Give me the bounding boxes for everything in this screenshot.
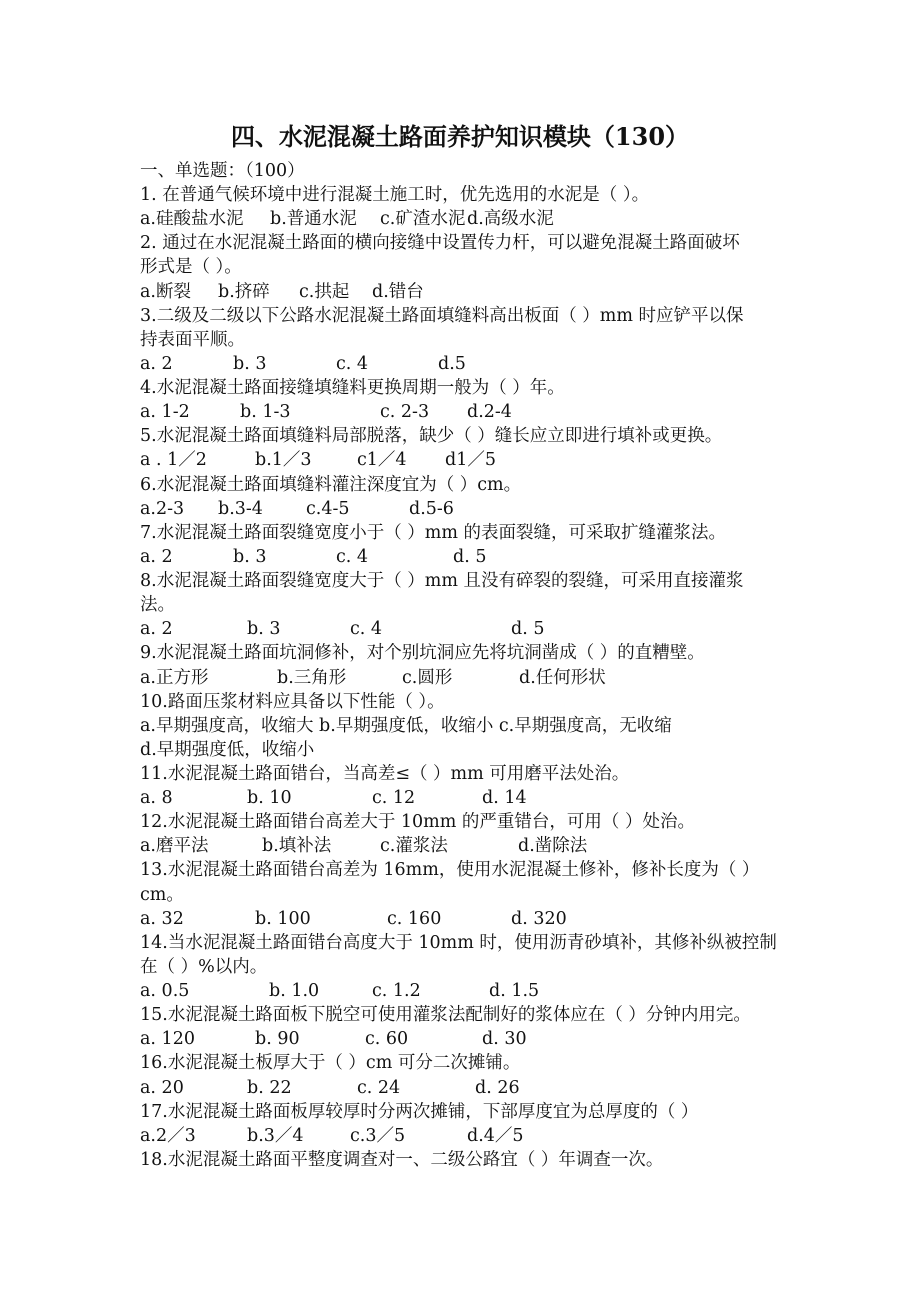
question-text: 15.水泥混凝土路面板下脱空可使用灌浆法配制好的浆体应在（ ）分钟内用完。 [140,1005,751,1026]
option: c. 4 [336,546,369,567]
option: d. 320 [511,908,567,929]
option: a.2-3 [140,498,185,519]
option: b.3／4 [247,1125,304,1146]
question-text: 18.水泥混凝土路面平整度调查对一、二级公路宜（ ）年调查一次。 [140,1149,664,1170]
option: a. 120 [140,1029,195,1050]
page-title: 四、水泥混凝土路面养护知识模块（130） [230,122,690,151]
option: d.高级水泥 [467,209,554,230]
option: d.5-6 [409,498,454,519]
option: d.错台 [372,281,424,302]
option: c.3／5 [350,1125,406,1146]
question-text: 12.水泥混凝土路面错台高差大于 10mm 的严重错台，可用（ ）处治。 [140,812,695,833]
option: b.填补法 [262,836,332,857]
option: d. 30 [482,1029,527,1050]
option-line: d.早期强度低，收缩小 [140,739,315,760]
option: c. 1.2 [372,981,421,1002]
option: d. 5 [453,546,487,567]
option: a . 1／2 [140,450,207,471]
option: c1／4 [357,450,407,471]
option: a. 2 [140,353,173,374]
option: a. 1-2 [140,402,190,423]
option: a. 2 [140,619,173,640]
option-line: a.早期强度高，收缩大 b.早期强度低，收缩小 c.早期强度高，无收缩 [140,715,672,736]
question-text: 持表面平顺。 [140,329,245,350]
question-text: 7.水泥混凝土路面裂缝宽度小于（ ）mm 的表面裂缝，可采取扩缝灌浆法。 [140,522,727,543]
question-text: 1. 在普通气候环境中进行混凝土施工时，优先选用的水泥是（ ）。 [140,185,650,206]
question-text: 6.水泥混凝土路面填缝料灌注深度宜为（ ）cm。 [140,474,522,495]
option: c. 24 [357,1077,401,1098]
question-text: 4.水泥混凝土路面接缝填缝料更换周期一般为（ ）年。 [140,378,565,399]
option: a.磨平法 [140,836,209,857]
option: c. 60 [365,1029,409,1050]
option: b. 1.0 [269,981,320,1002]
option: c. 12 [372,788,416,809]
option: a. 20 [140,1077,184,1098]
question-text: 9.水泥混凝土路面坑洞修补，对个别坑洞应先将坑洞凿成（ ）的直糟壁。 [140,643,705,664]
option: a.2／3 [140,1125,196,1146]
option: b. 100 [255,908,311,929]
question-text: 8.水泥混凝土路面裂缝宽度大于（ ）mm 且没有碎裂的裂缝，可采用直接灌浆 [140,571,744,592]
question-text: 11.水泥混凝土路面错台，当高差≤（ ）mm 可用磨平法处治。 [140,764,630,784]
option: a. 32 [140,908,184,929]
question-text: 16.水泥混凝土板厚大于（ ）cm 可分二次摊铺。 [140,1053,521,1074]
question-text: 3.二级及二级以下公路水泥混凝土路面填缝料高出板面（ ）mm 时应铲平以保 [140,305,744,326]
question-text: 形式是（ ）。 [140,257,242,278]
option: a. 2 [140,546,173,567]
option: b. 22 [247,1077,292,1098]
option: b. 10 [247,788,292,809]
option: b.普通水泥 [270,209,357,230]
question-text: 10.路面压浆材料应具备以下性能（ ）。 [140,691,445,712]
option: d1／5 [445,450,496,471]
question-text: 法。 [140,595,175,616]
option: b.3-4 [218,498,263,519]
option: b. 3 [233,353,267,374]
option: a.正方形 [140,667,209,688]
option: c. 2-3 [380,402,430,423]
question-text: cm。 [140,884,184,905]
option: d. 26 [475,1077,520,1098]
option: c.4-5 [306,498,350,519]
option: c. 4 [350,619,383,640]
option: b. 3 [247,619,281,640]
section-heading: 一、单选题：（100） [140,161,305,181]
option: a.硅酸盐水泥 [140,209,244,230]
option: d.2-4 [467,402,512,423]
question-text: 5.水泥混凝土路面填缝料局部脱落，缺少（ ）缝长应立即进行填补或更换。 [140,426,723,447]
question-text: 在（ ）%以内。 [140,956,268,977]
option: d. 5 [511,619,545,640]
option: b.挤碎 [218,281,270,302]
option: c.圆形 [402,667,453,688]
option: b.1／3 [255,450,312,471]
question-text: 13.水泥混凝土路面错台高差为 16mm，使用水泥混凝土修补，修补长度为（ ） [140,860,760,881]
option: d. 1.5 [489,981,540,1002]
question-text: 14.当水泥混凝土路面错台高度大于 10mm 时，使用沥青砂填补，其修补纵被控制 [140,932,777,953]
option: d.凿除法 [518,836,588,857]
option: a. 8 [140,788,173,809]
option: b. 3 [233,546,267,567]
option: c. 160 [387,908,442,929]
option: c.矿渣水泥 [380,209,466,230]
question-text: 2. 通过在水泥混凝土路面的横向接缝中设置传力杆，可以避免混凝土路面破坏 [140,233,740,254]
option: d.5 [438,353,466,374]
option: c.拱起 [299,281,350,302]
question-text: 17.水泥混凝土路面板厚较厚时分两次摊铺，下部厚度宜为总厚度的（ ） [140,1101,699,1122]
option: c.灌浆法 [380,836,448,857]
option: c. 4 [336,353,369,374]
option: d. 14 [482,788,527,809]
option: d.4／5 [467,1125,524,1146]
option: b. 1-3 [240,402,291,423]
option: a.断裂 [140,281,191,302]
option: b.三角形 [277,667,347,688]
option: b. 90 [255,1029,300,1050]
option: d.任何形状 [519,667,606,688]
option: a. 0.5 [140,981,190,1002]
